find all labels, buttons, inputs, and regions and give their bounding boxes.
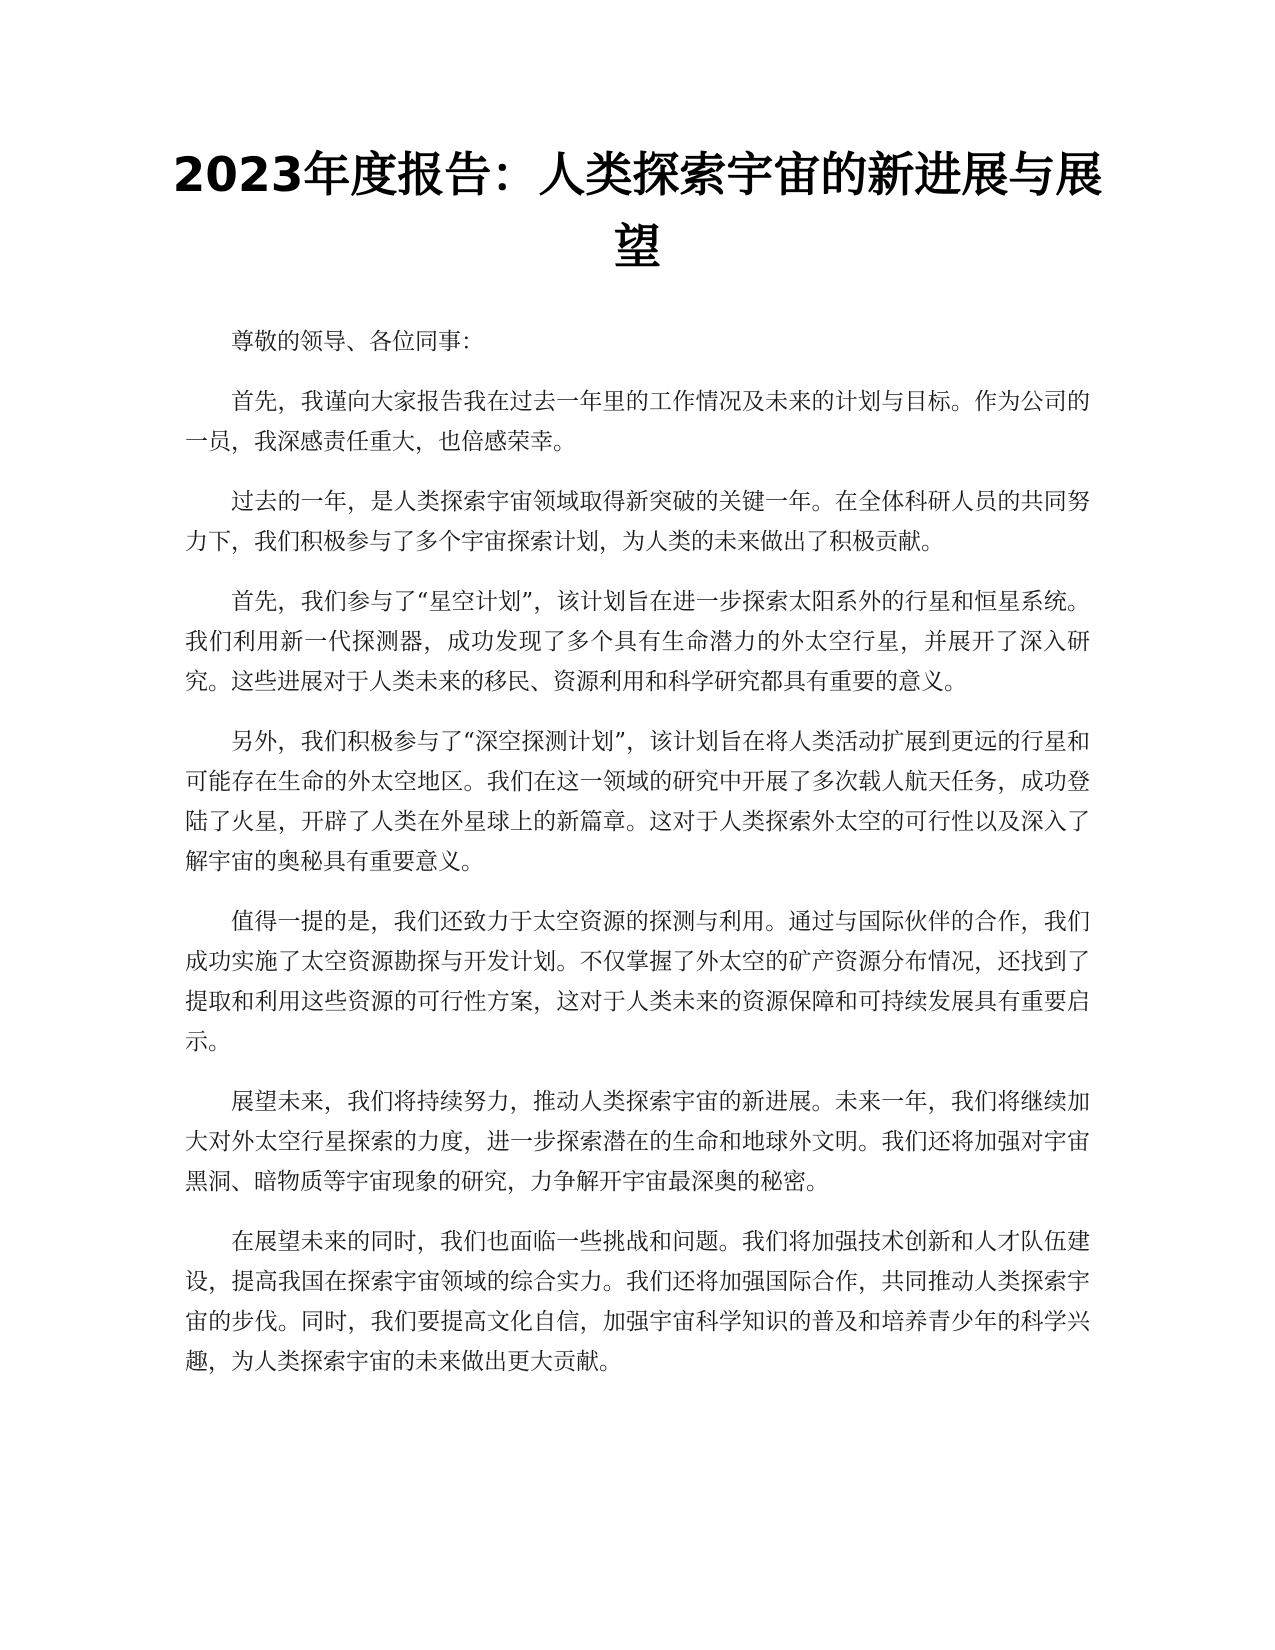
paragraph-1: 首先，我谨向大家报告我在过去一年里的工作情况及未来的计划与目标。作为公司的一员，我深感责任重大，也倍感荣幸。 [185,389,1090,455]
paragraph-2: 过去的一年，是人类探索宇宙领域取得新突破的关键一年。在全体科研人员的共同努力下，我们积极参与了多个宇宙探索计划，为人类的未来做出了积极贡献。 [185,489,1090,555]
paragraph-7: 在展望未来的同时，我们也面临一些挑战和问题。我们将加强技术创新和人才队伍建设，提高我国在探索宇宙领域的综合实力。我们还将加强国际合作，共同推动人类探索宇宙的步伐。同时，我们要提高文化自信，加强宇宙科学知识的普及和培养青少年的科学兴趣，为人类探索宇宙的未来做出更大贡献。 [185,1229,1090,1375]
salutation: 尊敬的领导、各位同事： [231,329,484,355]
paragraph-5: 值得一提的是，我们还致力于太空资源的探测与利用。通过与国际伙伴的合作，我们成功实施了太空资源勘探与开发计划。不仅掌握了外太空的矿产资源分布情况，还找到了提取和利用这些资源的可行性方案，这对于人类未来的资源保障和可持续发展具有重要启示。 [185,909,1090,1055]
paragraph-4: 另外，我们积极参与了“深空探测计划”，该计划旨在将人类活动扩展到更远的行星和可能存在生命的外太空地区。我们在这一领域的研究中开展了多次载人航天任务，成功登陆了火星，开辟了人类在外星球上的新篇章。这对于人类探索外太空的可行性以及深入了解宇宙的奥秘具有重要意义。 [185,729,1090,875]
document-title: 2023年度报告：人类探索宇宙的新进展与展望 [172,148,1103,275]
paragraph-6: 展望未来，我们将持续努力，推动人类探索宇宙的新进展。未来一年，我们将继续加大对外太空行星探索的力度，进一步探索潜在的生命和地球外文明。我们还将加强对宇宙黑洞、暗物质等宇宙现象的研究，力争解开宇宙最深奥的秘密。 [185,1089,1090,1195]
paragraph-3: 首先，我们参与了“星空计划”，该计划旨在进一步探索太阳系外的行星和恒星系统。我们利用新一代探测器，成功发现了多个具有生命潜力的外太空行星，并展开了深入研究。这些进展对于人类未来的移民、资源利用和科学研究都具有重要的意义。 [185,589,1090,695]
document-body [185,322,1090,1402]
